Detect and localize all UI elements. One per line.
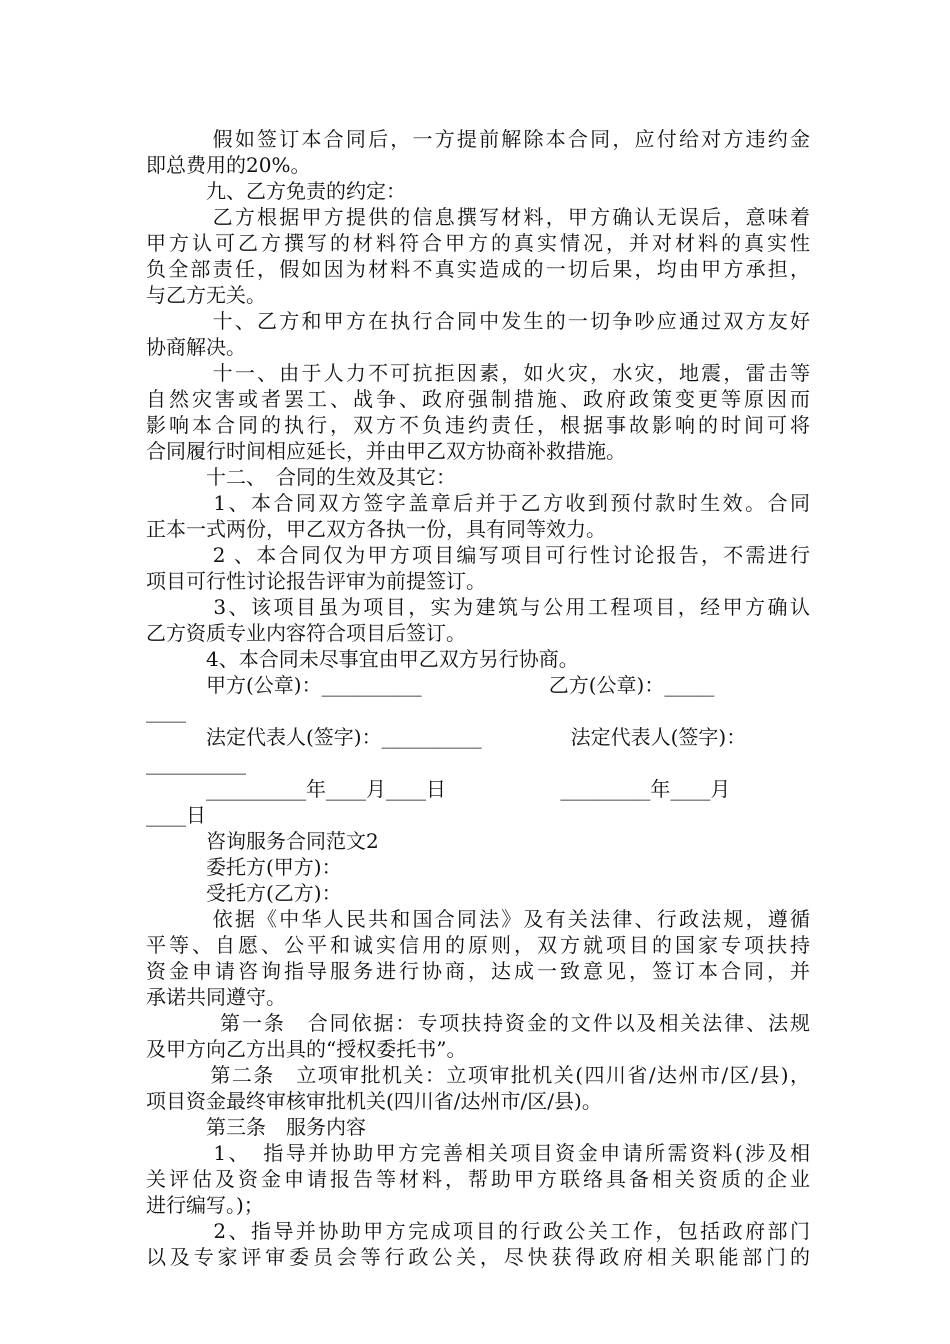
signature-line-party-a-seal: 甲方(公章)：__________ 乙方(公章)：_____ xyxy=(146,673,715,697)
text-line: 第三条 服务内容 xyxy=(146,1115,366,1139)
text-line: ____日 xyxy=(146,803,206,827)
text-line: 第一条 合同依据：专项扶持资金的文件以及相关法律、法规 xyxy=(146,1011,810,1035)
text-line: 项目可行性讨论报告评审为前提签订。 xyxy=(146,569,486,593)
text-line: 十二、 合同的生效及其它： xyxy=(146,465,456,489)
text-line: 1、 指导并协助甲方完善相关项目资金申请所需资料(涉及相 xyxy=(146,1141,810,1165)
text-line: 以及专家评审委员会等行政公关，尽快获得政府相关职能部门的 xyxy=(146,1245,810,1269)
text-line: 第二条 立项审批机关：立项审批机关(四川省/达州市/区/县)， xyxy=(146,1063,810,1087)
text-line: __________ xyxy=(146,751,246,775)
text-line: 1、本合同双方签字盖章后并于乙方收到预付款时生效。合同 xyxy=(146,491,810,515)
signature-line-representative: 法定代表人(签字)：__________ 法定代表人(签字)： xyxy=(146,725,747,749)
text-line: 自然灾害或者罢工、战争、政府强制措施、政府政策变更等原因而 xyxy=(146,387,810,411)
text-line: 乙方资质专业内容符合项目后签订。 xyxy=(146,621,466,645)
text-line: ____ xyxy=(146,699,186,723)
text-line: 协商解决。 xyxy=(146,335,246,359)
text-line: 关评估及资金申请报告等材料，帮助甲方联络具备相关资质的企业 xyxy=(146,1167,810,1191)
text-line: 即总费用的20%。 xyxy=(146,153,311,177)
text-line: 负全部责任，假如因为材料不真实造成的一切后果，均由甲方承担， xyxy=(146,257,810,281)
text-line: 乙方根据甲方提供的信息撰写材料，甲方确认无误后，意味着 xyxy=(146,205,810,229)
signature-line-date: __________年____月____日 _________年____月 xyxy=(146,777,731,801)
text-line: 十、乙方和甲方在执行合同中发生的一切争吵应通过双方友好 xyxy=(146,309,810,333)
text-line: 影响本合同的执行，双方不负违约责任，根据事故影响的时间可将 xyxy=(146,413,810,437)
section-title: 咨询服务合同范文2 xyxy=(146,829,379,853)
text-line: 及甲方向乙方出具的“授权委托书”。 xyxy=(146,1037,467,1061)
text-line: 九、乙方免责的约定： xyxy=(146,179,406,203)
text-line: 进行编写。)； xyxy=(146,1193,264,1217)
text-line: 合同履行时间相应延长，并由甲乙双方协商补救措施。 xyxy=(146,439,626,463)
text-line: 2 、本合同仅为甲方项目编写项目可行性讨论报告，不需进行 xyxy=(146,543,810,567)
text-line: 假如签订本合同后，一方提前解除本合同，应付给对方违约金 xyxy=(146,127,810,151)
text-line: 十一、由于人力不可抗拒因素，如火灾，水灾，地震，雷击等 xyxy=(146,361,810,385)
text-line: 资金申请咨询指导服务进行协商，达成一致意见，签订本合同，并 xyxy=(146,959,810,983)
text-line: 受托方(乙方)： xyxy=(146,881,342,905)
text-line: 2、指导并协助甲方完成项目的行政公关工作，包括政府部门 xyxy=(146,1219,810,1243)
text-line: 正本一式两份，甲乙双方各执一份，具有同等效力。 xyxy=(146,517,606,541)
text-line: 平等、自愿、公平和诚实信用的原则，双方就项目的国家专项扶持 xyxy=(146,933,810,957)
text-line: 承诺共同遵守。 xyxy=(146,985,286,1009)
text-line: 委托方(甲方)： xyxy=(146,855,342,879)
text-line: 项目资金最终审核审批机关(四川省/达州市/区/县)。 xyxy=(146,1089,602,1113)
text-line: 甲方认可乙方撰写的材料符合甲方的真实情况，并对材料的真实性 xyxy=(146,231,810,255)
text-line: 4、本合同未尽事宜由甲乙双方另行协商。 xyxy=(146,647,579,671)
text-line: 3、该项目虽为项目，实为建筑与公用工程项目，经甲方确认 xyxy=(146,595,810,619)
text-line: 与乙方无关。 xyxy=(146,283,266,307)
text-line: 依据《中华人民共和国合同法》及有关法律、行政法规，遵循 xyxy=(146,907,810,931)
